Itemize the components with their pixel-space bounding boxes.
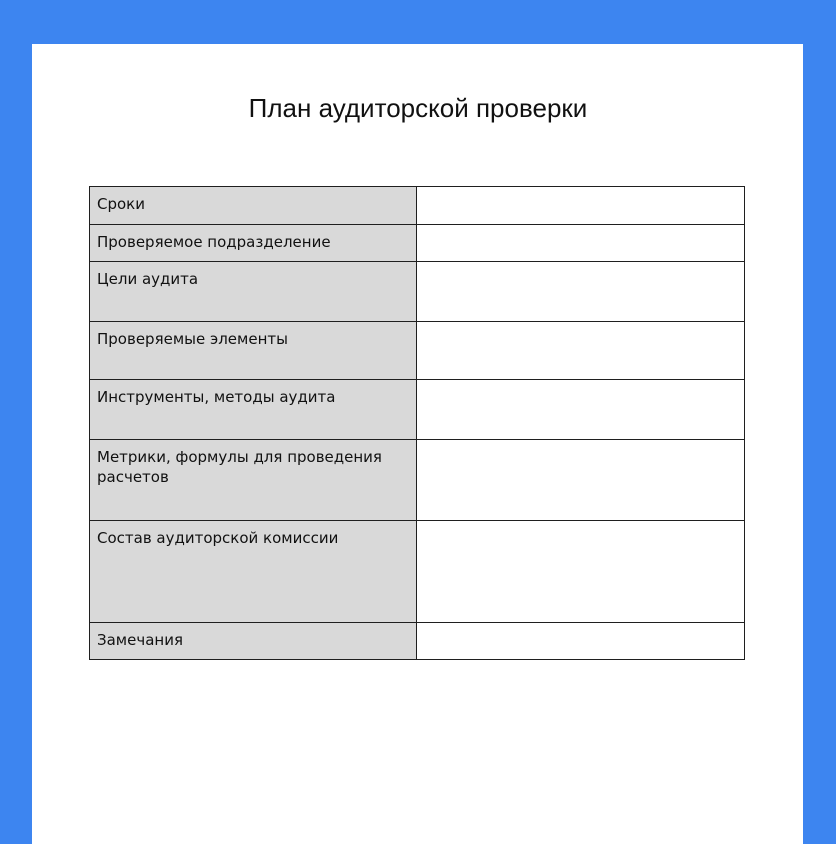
document-title: План аудиторской проверки [248,93,588,123]
table-row-goals [90,262,745,322]
table-row-commission [90,521,745,623]
row-label: Проверяемые элементы [90,322,417,380]
row-value-field[interactable] [417,521,745,623]
row-label: Состав аудиторской комиссии [90,521,417,623]
row-value-field[interactable] [417,225,745,262]
row-label: Проверяемое подразделение [90,225,417,262]
table-row-department [90,225,745,262]
row-value-field[interactable] [417,440,745,521]
audit-plan-table [89,186,745,660]
row-value-field[interactable] [417,187,745,225]
row-label: Замечания [90,623,417,660]
row-label: Цели аудита [90,262,417,322]
table-row-remarks [90,623,745,660]
table-row-metrics [90,440,745,521]
table-row-methods [90,380,745,440]
row-value-field[interactable] [417,380,745,440]
row-label: Метрики, формулы для проведения расчетов [90,440,417,521]
row-value-field[interactable] [417,262,745,322]
row-label: Сроки [90,187,417,225]
row-value-field[interactable] [417,322,745,380]
row-label: Инструменты, методы аудита [90,380,417,440]
table-row-elements [90,322,745,380]
row-value-field[interactable] [417,623,745,660]
table-row-deadlines [90,187,745,225]
